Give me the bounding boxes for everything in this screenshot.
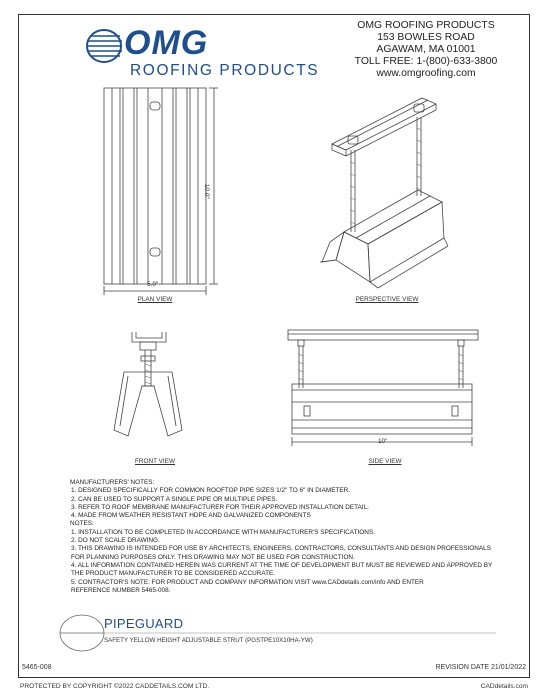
front-view-drawing [104,326,204,446]
front-view-label: FRONT VIEW [134,458,175,465]
notes-block [70,479,510,595]
plan-height-dimension: 10.0" [203,184,210,199]
product-title: PIPEGUARD [104,616,184,631]
company-address2: AGAWAM, MA 01001 [376,44,476,55]
company-phone: TOLL FREE: 1-(800)-633-3800 [354,56,498,67]
doc-number: 5465-008 [22,664,52,671]
general-note: 3. THIS DRAWING IS INTENDED FOR USE BY ARCHITECTS, ENGINEERS, CONTRACTORS, CONSULTANTS AND DESIGN PROFESSIONALS [71,545,491,553]
plan-width-dimension: 5.0" [147,281,159,288]
plan-view-drawing [100,86,220,296]
logo-tagline: ROOFING PRODUCTS [130,62,320,79]
manufacturer-note: 3. REFER TO ROOF MEMBRANE MANUFACTURER FOR THEIR APPROVED INSTALLATION DETAIL. [71,503,369,511]
general-note: FOR PLANNING PURPOSES ONLY. THIS DRAWING MAY NOT BE USED FOR CONSTRUCTION. [71,553,355,561]
site-name: CADdetails.com [480,683,528,690]
manufacturer-note: 1. DESIGNED SPECIFICALLY FOR COMMON ROOFTOP PIPE SIZES 1/2" TO 6" IN DIAMETER. [71,487,351,495]
general-note: 4. ALL INFORMATION CONTAINED HEREIN WAS CURRENT AT THE TIME OF DEVELOPMENT BUT MUST BE REVIEWED AND APPROVED BY [71,561,493,569]
company-address1: 153 BOWLES ROAD [377,32,475,43]
general-note: 5. CONTRACTOR'S NOTE: FOR PRODUCT AND COMPANY INFORMATION VISIT www.CADdetails.com/info AND ENTER [71,578,424,586]
side-view-drawing [284,326,494,454]
general-notes-heading: NOTES: [70,520,94,528]
general-note: THE PRODUCT MANUFACTURER TO BE CONSIDERED ACCURATE. [71,570,276,578]
manufacturer-note: 2. CAN BE USED TO SUPPORT A SINGLE PIPE OR MULTIPLE PIPES. [71,495,278,503]
manufacturer-note: 4. MADE FROM WEATHER RESISTANT HDPE AND GALVANIZED COMPONENTS [71,512,311,520]
general-note: 2. DO NOT SCALE DRAWING. [71,537,160,545]
revision-date: REVISION DATE 21/01/2022 [435,664,526,671]
perspective-view-drawing [318,92,458,292]
omg-globe-icon [86,28,126,64]
company-name: OMG ROOFING PRODUCTS [357,20,495,31]
company-info [336,20,516,80]
side-view-label: SIDE VIEW [368,458,402,465]
perspective-view-label: PERSPECTIVE VIEW [355,296,419,303]
company-web: www.omgroofing.com [376,68,476,79]
general-note: REFERENCE NUMBER 5465-008. [71,586,171,594]
side-width-dimension: 10" [378,438,388,445]
product-subtitle: SAFETY YELLOW HEIGHT ADJUSTABLE STRUT (PGSTPE10X10HA-YW) [104,637,313,644]
general-note: 1. INSTALLATION TO BE COMPLETED IN ACCORDANCE WITH MANUFACTURER'S SPECIFICATIONS. [71,528,375,536]
logo-brand: OMG [124,24,209,62]
plan-view-label: PLAN VIEW [137,296,173,303]
copyright-text: PROTECTED BY COPYRIGHT ©2022 CADDETAILS.COM LTD. [20,683,210,690]
manufacturer-notes-heading: MANUFACTURERS' NOTES: [70,479,155,486]
